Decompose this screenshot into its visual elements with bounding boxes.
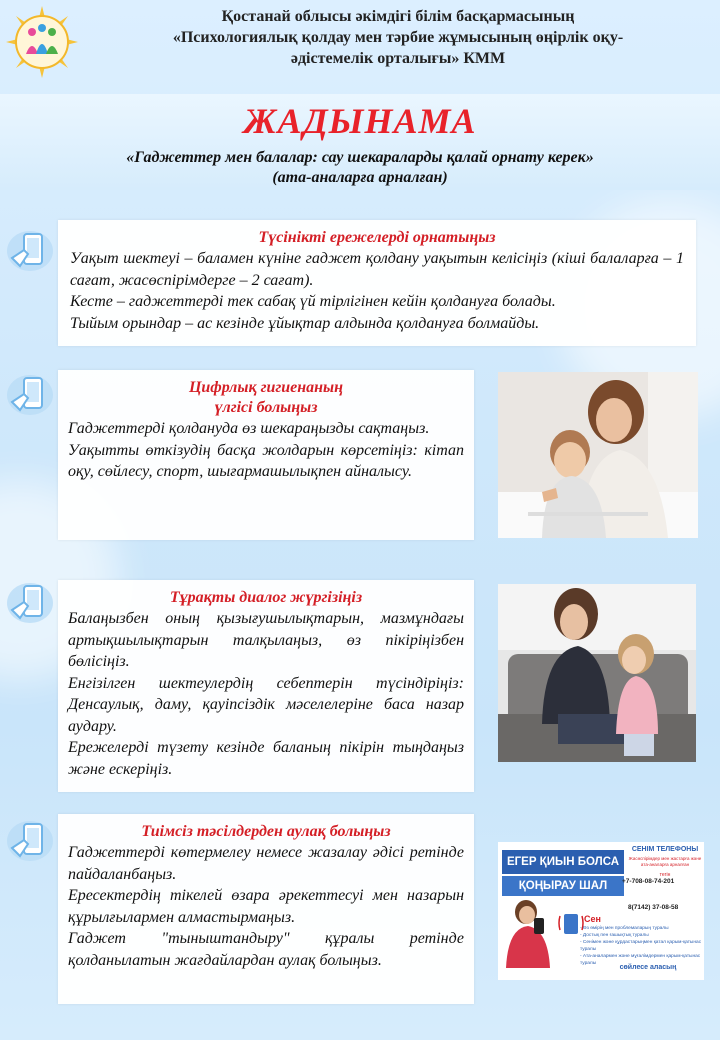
hotline-title: ЕГЕР ҚИЫН БОЛСА xyxy=(502,850,624,874)
subtitle-line: «Гаджеттер мен балалар: сау шекараларды қалай орнату керек» xyxy=(126,149,594,166)
section-clear-rules xyxy=(58,220,696,346)
section-heading: Цифрлық гигиенаның xyxy=(188,379,344,396)
phone-hand-icon xyxy=(6,372,54,418)
phone-hand-icon xyxy=(6,818,54,864)
hotline-topic: - Өз өмірің мен проблемаларың туралы xyxy=(580,926,669,931)
header xyxy=(0,0,720,88)
hotline-free-label: тегін xyxy=(659,872,671,878)
section-text: Гаджеттерді қолдануда өз шекараңызды сақтаңыз. xyxy=(68,420,430,437)
organization-name xyxy=(88,6,708,69)
phone-hand-icon xyxy=(6,228,54,274)
hotline-phone-1: +7-708-08-74-201 xyxy=(622,878,675,885)
hotline-phone-sub: Жасөспірімдер мен жастарға және ата-аналарға арналған xyxy=(628,856,702,867)
hotline-topic: - Сенімен және құрдастарыңмен қатал қарым-қатынас туралы xyxy=(580,940,702,952)
section-text: Ересектердің тікелей өзара әрекеттесуі мен назарын құрылғылармен алмастырмаңыз. xyxy=(68,887,464,926)
hotline-topic: - Ата-аналармен және мұғалімдермен қарым-қатынас туралы xyxy=(580,954,701,966)
section-text: Тыйым орындар – ас кезінде ұйықтар алдында қолдануға болмайды. xyxy=(70,314,540,332)
hotline-subtitle: ҚОҢЫРАУ ШАЛ xyxy=(502,876,624,896)
hotline-phone-2: 8(7142) 37-08-58 xyxy=(628,904,679,911)
hotline-phone-label: СЕНІМ ТЕЛЕФОНЫ xyxy=(631,846,699,853)
section-dialogue xyxy=(58,580,474,792)
section-text: Балаңызбен оның қызығушылықтарын, мазмұндағы артықшылықтарын талқылаңыз, өз пікіріңізбен бөлісіңіз. xyxy=(68,610,464,670)
hotline-you-label: Сен xyxy=(584,914,601,924)
hotline-topic: - Достық пен ғашықтық туралы xyxy=(580,933,649,938)
phone-hand-icon xyxy=(6,580,54,626)
hotline-footer: сөйлесе аласың xyxy=(619,964,677,971)
child-with-phone-icon xyxy=(500,898,558,968)
page-title: ЖАДЫНАМА xyxy=(243,101,477,141)
section-text: Кесте – гаджеттерді тек сабақ үй тірлігінен кейін қолдануға болады. xyxy=(70,293,556,310)
section-text: Уақытты өткізудің басқа жолдарын көрсетіңіз: кітап оқу, сөйлесу, спорт, шығармашылықпен айналысу. xyxy=(68,441,464,480)
section-heading: Түсінікті ережелерді орнатыңыз xyxy=(258,229,496,246)
photo-mother-daughter-talking xyxy=(498,584,696,762)
org-line: «Психологиялық қолдау мен тәрбие жұмысының өңірлік оқу- xyxy=(172,29,624,46)
hotline-topics xyxy=(580,925,702,967)
section-heading: Тұрақты диалог жүргізіңіз xyxy=(169,589,363,606)
hotline-poster xyxy=(498,842,704,980)
photo-mother-helping-child xyxy=(498,372,698,538)
section-avoid-ineffective xyxy=(58,814,474,1004)
org-line: әдістемелік орталығы» КММ xyxy=(290,50,506,67)
center-logo-icon xyxy=(4,4,80,80)
subtitle-line: (ата-аналарға арналған) xyxy=(272,169,448,186)
section-text: Гаджет "тыныштандыру" құралы ретінде қолданылатын жағдайлардан аулақ болыңыз. xyxy=(68,930,464,969)
section-text: Гаджеттерді көтермелеу немесе жазалау әдісі ретінде пайдаланбаңыз. xyxy=(68,844,464,883)
section-text: Уақыт шектеуі – баламен күніне гаджет қолдану уақытын келісіңіз (кіші балаларға – 1 сағат, жасөспірімдерге – 2 сағат). xyxy=(70,250,684,289)
section-text: Енгізілген шектеулердің себептерін түсіндіріңіз: Денсаулық, даму, қауіпсіздік мәселелеріне баса назар аудару. xyxy=(68,674,464,735)
org-line: Қостанай облысы әкімдігі білім басқармасының xyxy=(221,8,575,25)
section-heading: үлгісі болыңыз xyxy=(214,399,318,416)
section-digital-hygiene xyxy=(58,370,474,540)
section-text: Ережелерді түзету кезінде баланың пікірін тыңдаңыз және ескеріңіз. xyxy=(68,739,464,778)
page-subtitle xyxy=(0,148,720,188)
section-heading: Тиімсіз тәсілдерден аулақ болыңыз xyxy=(141,823,391,840)
